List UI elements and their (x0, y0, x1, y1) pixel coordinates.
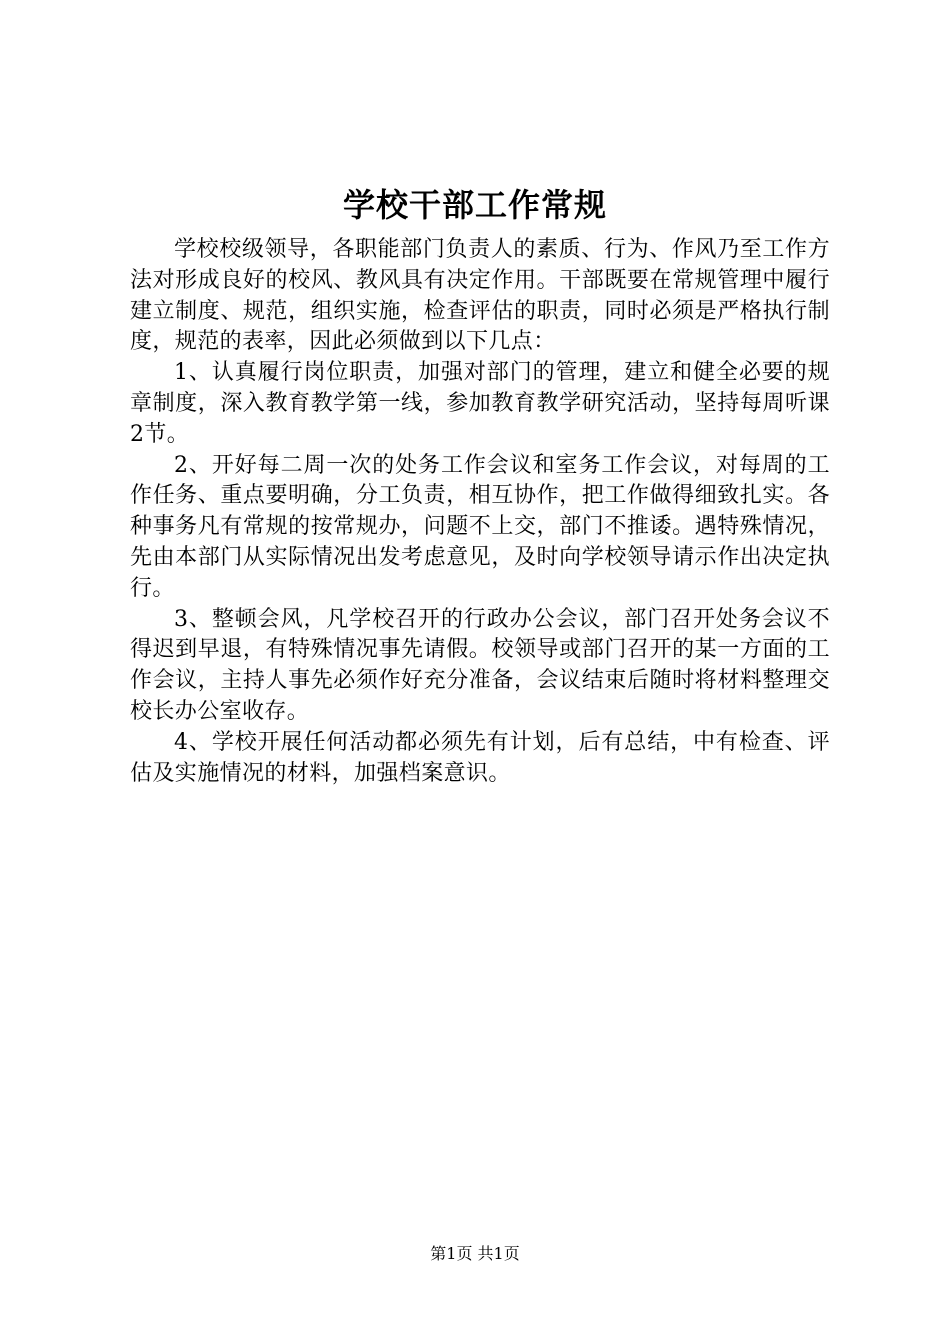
page-footer: 第1页 共1页 (430, 1244, 520, 1263)
document-body (130, 235, 830, 789)
document-title: 学校干部工作常规 (342, 186, 607, 224)
paragraph-item-4: 4、学校开展任何活动都必须先有计划，后有总结，中有检查、评估及实施情况的材料，加强档案意识。 (130, 729, 830, 786)
paragraph-item-3: 3、整顿会风，凡学校召开的行政办公会议，部门召开处务会议不得迟到早退，有特殊情况事先请假。校领导或部门召开的某一方面的工作会议，主持人事先必须作好充分准备，会议结束后随时将材料整理交校长办公室收存。 (130, 606, 830, 724)
paragraph-intro: 学校校级领导，各职能部门负责人的素质、行为、作风乃至工作方法对形成良好的校风、教风具有决定作用。干部既要在常规管理中履行建立制度、规范，组织实施，检查评估的职责，同时必须是严格执行制度，规范的表率，因此必须做到以下几点： (130, 237, 830, 355)
paragraph-item-1: 1、认真履行岗位职责，加强对部门的管理，建立和健全必要的规章制度，深入教育教学第一线，参加教育教学研究活动，坚持每周听课2节。 (130, 360, 830, 447)
paragraph-item-2: 2、开好每二周一次的处务工作会议和室务工作会议，对每周的工作任务、重点要明确，分工负责，相互协作，把工作做得细致扎实。各种事务凡有常规的按常规办，问题不上交，部门不推诿。遇特殊情况，先由本部门从实际情况出发考虑意见，及时向学校领导请示作出决定执行。 (130, 452, 830, 601)
